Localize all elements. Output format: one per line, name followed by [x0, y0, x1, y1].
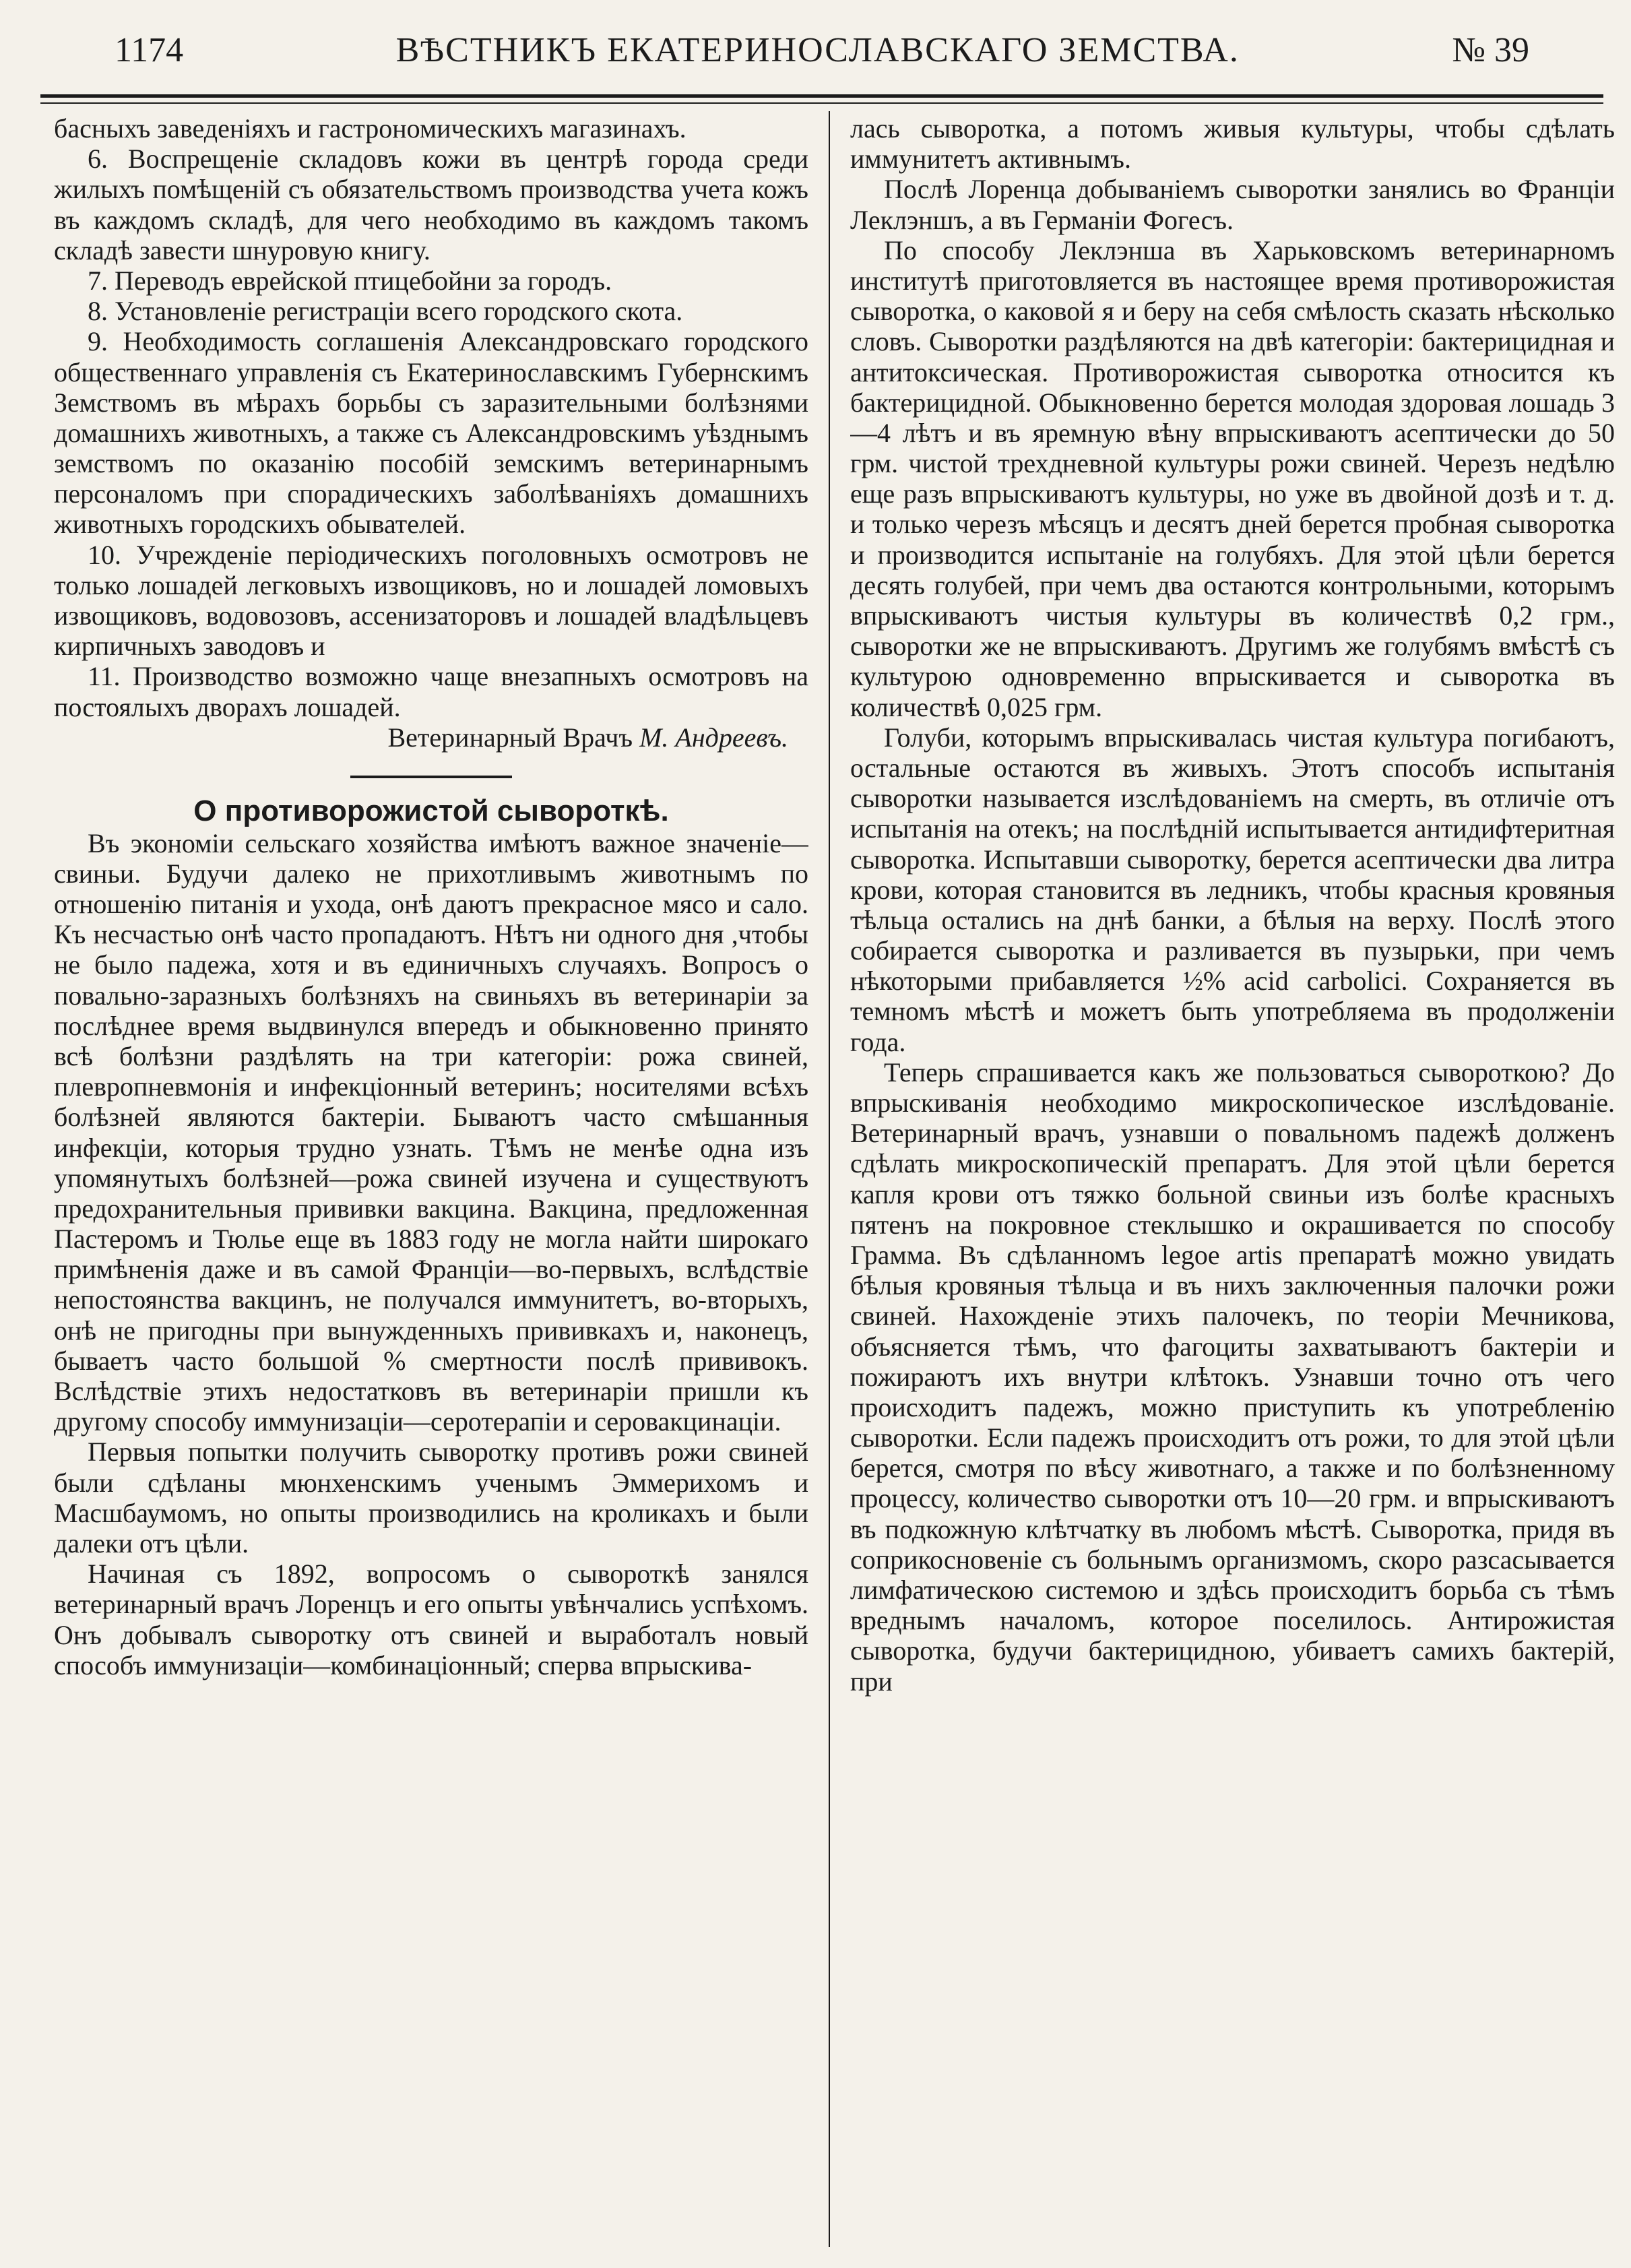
header-rule-thick — [40, 94, 1603, 98]
paragraph: Въ экономiи сельскаго хозяйства имѣютъ важное значенiе—свиньи. Будучи далеко не прихотливымъ животнымъ по отношенiю питанiя и ухода, онѣ даютъ прекрасное мясо и сало. Къ несчастью онѣ часто пропадаютъ. Нѣтъ ни одного дня ,чтобы не было падежа, хотя и въ единичныхъ случаяхъ. Вопросъ о повально-заразныхъ болѣзняхъ на свиньяхъ въ ветеринарiи за послѣднее время выдвинулся впередъ и обыкновенно принято всѣ болѣзни раздѣлять на три категорiи: рожа свиней, плевропневмонiя и инфекцiонный ветеринъ; носителями всѣхъ болѣзней являются бактерiи. Бываютъ часто смѣшанныя инфекцiи, которыя трудно узнать. Тѣмъ не менѣе одна изъ упомянутыхъ болѣзней—рожа свиней изучена и существуютъ предохранительныя прививки вакцина. Вакцина, предложенная Пастеромъ и Тюлье еще въ 1883 году не могла найти широкаго примѣненiя даже и въ самой Францiи—во-первыхъ, вслѣдствiе непостоянства вакцинъ, не получался иммунитетъ, во-вторыхъ, онѣ не пригодны при вынужденныхъ прививкахъ и, наконецъ, бываетъ часто большой % смертности послѣ прививокъ. Вслѣдствiе этихъ недостатковъ въ ветеринарiи пришли къ другому способу иммунизацiи—серотерапiи и серовакцинацiи. — [54, 827, 808, 1437]
paragraph: Теперь спрашивается какъ же пользоваться сывороткою? До впрыскиванiя необходимо микроскопическое изслѣдованiе. Ветеринарный врачъ, узнавши о повальномъ падежѣ долженъ сдѣлать микроскопическiй препаратъ. Для этой цѣли берется капля крови отъ тяжко больной свиньи изъ болѣе красныхъ пятенъ на покровное стеклышко и окрашивается по способу Грамма. Въ сдѣланномъ legoe artis препаратѣ можно увидать бѣлыя кровяныя тѣльца и въ нихъ заключенныя палочки рожи свиней. Нахожденiе этихъ палочекъ, по теорiи Мечникова, объясняется тѣмъ, что фагоциты захватываютъ бактерiи и пожираютъ ихъ внутри клѣтокъ. Узнавши точно отъ чего происходитъ падежъ, можно приступить къ употребленiю сыворотки. Если падежъ происходитъ отъ рожи, то для этой цѣли берется, смотря по вѣсу животнаго, а также и по болѣзненному процессу, количество сыворотки отъ 10—20 грм. и впрыскиваютъ въ подкожную клѣтчатку въ любомъ мѣстѣ. Сыворотка, придя въ соприкосновенiе съ больнымъ организмомъ, скоро разсасывается лимфатическою системою и здѣсь происходитъ борьба съ тѣмъ вреднымъ началомъ, которое поселилось. Антирожистая сыворотка, будучи бактерицидною, убиваетъ самихъ бактерiй, при — [850, 1057, 1615, 1697]
column-divider — [829, 111, 830, 2247]
signature — [54, 722, 808, 753]
left-column — [54, 113, 808, 2256]
paragraph: 11. Производство возможно чаще внезапныхъ осмотровъ на постоялыхъ дворахъ лошадей. — [54, 661, 808, 722]
paragraph: 7. Переводъ еврейской птицебойни за городъ. — [88, 265, 612, 296]
journal-title: ВѢСТНИКЪ ЕКАТЕРИНОСЛАВСКАГО ЗЕМСТВА. — [395, 31, 1240, 69]
paragraph: 9. Необходимость соглашенiя Александровскаго городского общественнаго управленiя съ Екатеринославскимъ Губернскимъ Земствомъ въ мѣрахъ борьбы съ заразительными болѣзнями домашнихъ животныхъ, а также съ Александровскимъ уѣзднымъ земствомъ по оказанiю пособiй земскимъ ветеринарнымъ персоналомъ при спорадическихъ заболѣванiяхъ домашнихъ животныхъ городскихъ обывателей. — [54, 326, 808, 540]
signature-prefix: Ветеринарный Врачъ — [387, 722, 640, 753]
paragraph: 10. Учрежденiе перiодическихъ поголовныхъ осмотровъ не только лошадей легковыхъ извощиковъ, но и лошадей ломовыхъ извощиковъ, водовозовъ, ассенизаторовъ и лошадей владѣльцевъ кирпичныхъ заводовъ и — [54, 539, 808, 662]
paragraph: 8. Установленiе регистрацiи всего городского скота. — [88, 296, 683, 327]
paragraph: Голуби, которымъ впрыскивалась чистая культура погибаютъ, остальные остаются въ живыхъ. Этотъ способъ испытанiя сыворотки называется изслѣдованiемъ на смерть, въ отличiе отъ испытанiя на отекъ; на послѣднiй испытывается антидифтеритная сыворотка. Испытавши сыворотку, берется асептически два литра крови, которая становится въ ледникъ, чтобы красныя кровяныя тѣльца остались на днѣ банки, а бѣлыя на верху. Послѣ этого собирается сыворотка и разливается въ пузырьки, при чемъ нѣкоторыми прибавляется ½% acid carbolici. Сохраняется въ темномъ мѣстѣ и можетъ быть употребляема въ продолженiи года. — [850, 722, 1615, 1057]
paragraph: По способу Леклэнша въ Харьковскомъ ветеринарномъ институтѣ приготовляется въ настоящее время противорожистая сыворотка, о каковой я и беру на себя смѣлость сказать нѣсколько словъ. Сыворотки раздѣляются на двѣ категорiи: бактерицидная и антитоксическая. Противорожистая сыворотка относится къ бактерицидной. Обыкновенно берется молодая здоровая лошадь 3—4 лѣтъ и въ яремную вѣну впрыскиваютъ асептически до 50 грм. чистой трехдневной культуры рожи свиней. Черезъ недѣлю еще разъ впрыскиваютъ культуры, но уже въ двойной дозѣ и т. д. и только черезъ мѣсяцъ и десятъ дней берется пробная сыворотка и производится испытанiе на голубяхъ. Для этой цѣли берется десять голубей, при чемъ два остаются контрольными, которымъ впрыскиваютъ чистыя культуры въ количествѣ 0,2 грм., сыворотки же не впрыскиваютъ. Другимъ же голубямъ вмѣстѣ съ культурою одновременно впрыскивается и сыворотка въ количествѣ 0,025 грм. — [850, 234, 1615, 722]
paragraph: басныхъ заведенiяхъ и гастрономическихъ магазинахъ. — [54, 113, 686, 144]
header-rule-thin — [40, 102, 1603, 104]
right-column — [850, 113, 1615, 2256]
paragraph: Послѣ Лоренца добыванiемъ сыворотки занялись во Францiи Леклэншъ, а въ Германiи Фогесъ. — [850, 174, 1615, 235]
section-separator — [350, 776, 512, 778]
article-heading: О противорожистой сывороткѣ. — [193, 794, 669, 827]
issue-number: № 39 — [1452, 31, 1529, 69]
paragraph: Начиная съ 1892, вопросомъ о сывороткѣ занялся ветеринарный врачъ Лоренцъ и его опыты увѣнчались успѣхомъ. Онъ добывалъ сыворотку отъ свиней и выработалъ новый способъ иммунизацiи—комбинацiонный; сперва впрыскива- — [54, 1558, 808, 1680]
page-number: 1174 — [115, 31, 184, 69]
paragraph: лась сыворотка, а потомъ живыя культуры, чтобы сдѣлать иммунитетъ активнымъ. — [850, 113, 1615, 175]
paragraph: Первыя попытки получить сыворотку противъ рожи свиней были сдѣланы мюнхенскимъ ученымъ Эммерихомъ и Масшбаумомъ, но опыты производились на кроликахъ и были далеки отъ цѣли. — [54, 1437, 808, 1558]
signature-name: М. Андреевъ. — [639, 722, 788, 753]
page-header — [115, 23, 1529, 70]
paragraph: 6. Воспрещенiе складовъ кожи въ центрѣ города среди жилыхъ помѣщенiй съ обязательствомъ производства учета кожъ въ каждомъ складѣ, для чего необходимо въ каждомъ такомъ складѣ завести шнуровую книгу. — [54, 144, 808, 265]
